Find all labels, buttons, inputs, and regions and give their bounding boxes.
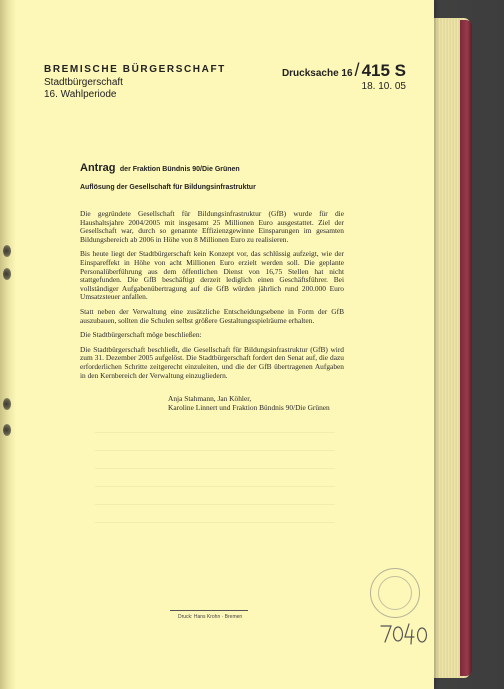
chamber-name: Stadtbürgerschaft bbox=[44, 77, 123, 88]
signatories bbox=[168, 395, 368, 413]
punch-hole-top bbox=[3, 245, 11, 257]
motion-title: Antrag bbox=[80, 162, 116, 174]
book-cover-edge bbox=[460, 20, 472, 676]
bleed-through-line bbox=[95, 504, 335, 505]
document-label: Drucksache 16 bbox=[281, 68, 353, 79]
printer-imprint: Druck: Hans Krohn · Bremen bbox=[178, 614, 243, 620]
footer-rule bbox=[170, 610, 248, 611]
bleed-through-line bbox=[95, 486, 335, 487]
parliament-header bbox=[44, 64, 226, 100]
motion-submitter: der Fraktion Bündnis 90/Die Grünen bbox=[119, 166, 240, 173]
motion-topic: Auflösung der Gesellschaft für Bildungsinfrastruktur bbox=[80, 184, 256, 191]
library-stamp-inner bbox=[378, 576, 412, 610]
document-date: 18. 10. 05 bbox=[361, 81, 406, 92]
motion-heading bbox=[80, 158, 240, 176]
bleed-through-line bbox=[95, 522, 335, 523]
paragraph-status: Bis heute liegt der Stadtbürgerschaft kein Konzept vor, das schlüssig aufzeigt, wie der Einspareffekt in Höhe von acht Millionen Euro erzielt werden soll. Die geplante Personalüberführung aus dem öffentlichen Dienst von 16,75 Stellen hat nicht stattgefunden. Die GfB beschäftigt derzeit lediglich einen Geschäftsführer. Bei vollständiger Aufgabenübertragung auf die GfB würden jährlich rund 200.000 Euro Umsatzsteuer anfallen. bbox=[80, 249, 344, 302]
bleed-through-line bbox=[95, 432, 335, 433]
motion-body bbox=[80, 210, 344, 386]
document-slash: / bbox=[354, 60, 360, 80]
library-stamp bbox=[370, 568, 420, 618]
bleed-through-line bbox=[95, 468, 335, 469]
document-number: 415 S bbox=[361, 61, 406, 80]
organization-name: BREMISCHE BÜRGERSCHAFT bbox=[44, 64, 226, 75]
punch-hole-bottom bbox=[3, 424, 11, 436]
punch-hole-lower bbox=[3, 398, 11, 410]
document-number-line bbox=[282, 60, 406, 81]
binding-shadow bbox=[0, 0, 16, 689]
handwritten-page-number bbox=[378, 620, 428, 648]
legislative-period: 16. Wahlperiode bbox=[44, 89, 117, 100]
signatory-line-1: Anja Stahmann, Jan Köhler, bbox=[168, 394, 252, 403]
bleed-through-line bbox=[95, 450, 335, 451]
document-reference bbox=[282, 60, 406, 92]
paragraph-schools: Statt neben der Verwaltung eine zusätzliche Entscheidungsebene in Form der GfB auszubauen, sollten die Schulen selbst größere Gestaltungsspielräume erhalten. bbox=[80, 306, 344, 325]
paragraph-funding: Die gegründete Gesellschaft für Bildungsinfrastruktur (GfB) wurde für die Haushaltsjahre 2004/2005 mit insgesamt 25 Millionen Euro ausgestattet. Ziel der Gesellschaft war, durch so genannte Effizienzgewinne Einsparungen im gesamten Bildungsbereich ab 2006 in Höhe von 8 Millionen Euro zu realisieren. bbox=[80, 209, 344, 244]
punch-hole-upper bbox=[3, 268, 11, 280]
paragraph-resolution-intro: Die Stadtbürgerschaft möge beschließen: bbox=[80, 330, 202, 340]
paragraph-resolution: Die Stadtbürgerschaft beschließt, die Gesellschaft für Bildungsinfrastruktur (GfB) wird zum 31. Dezember 2005 aufgelöst. Die Stadtbürgerschaft fordert den Senat auf, die dazu erforderlichen Schritte zeitgerecht einzuleiten, und die der GfB übertragenen Aufgaben in den Kernbereich der Verwaltung einzugliedern. bbox=[80, 344, 344, 380]
signatory-line-2: Karoline Linnert und Fraktion Bündnis 90/Die Grünen bbox=[168, 402, 330, 412]
